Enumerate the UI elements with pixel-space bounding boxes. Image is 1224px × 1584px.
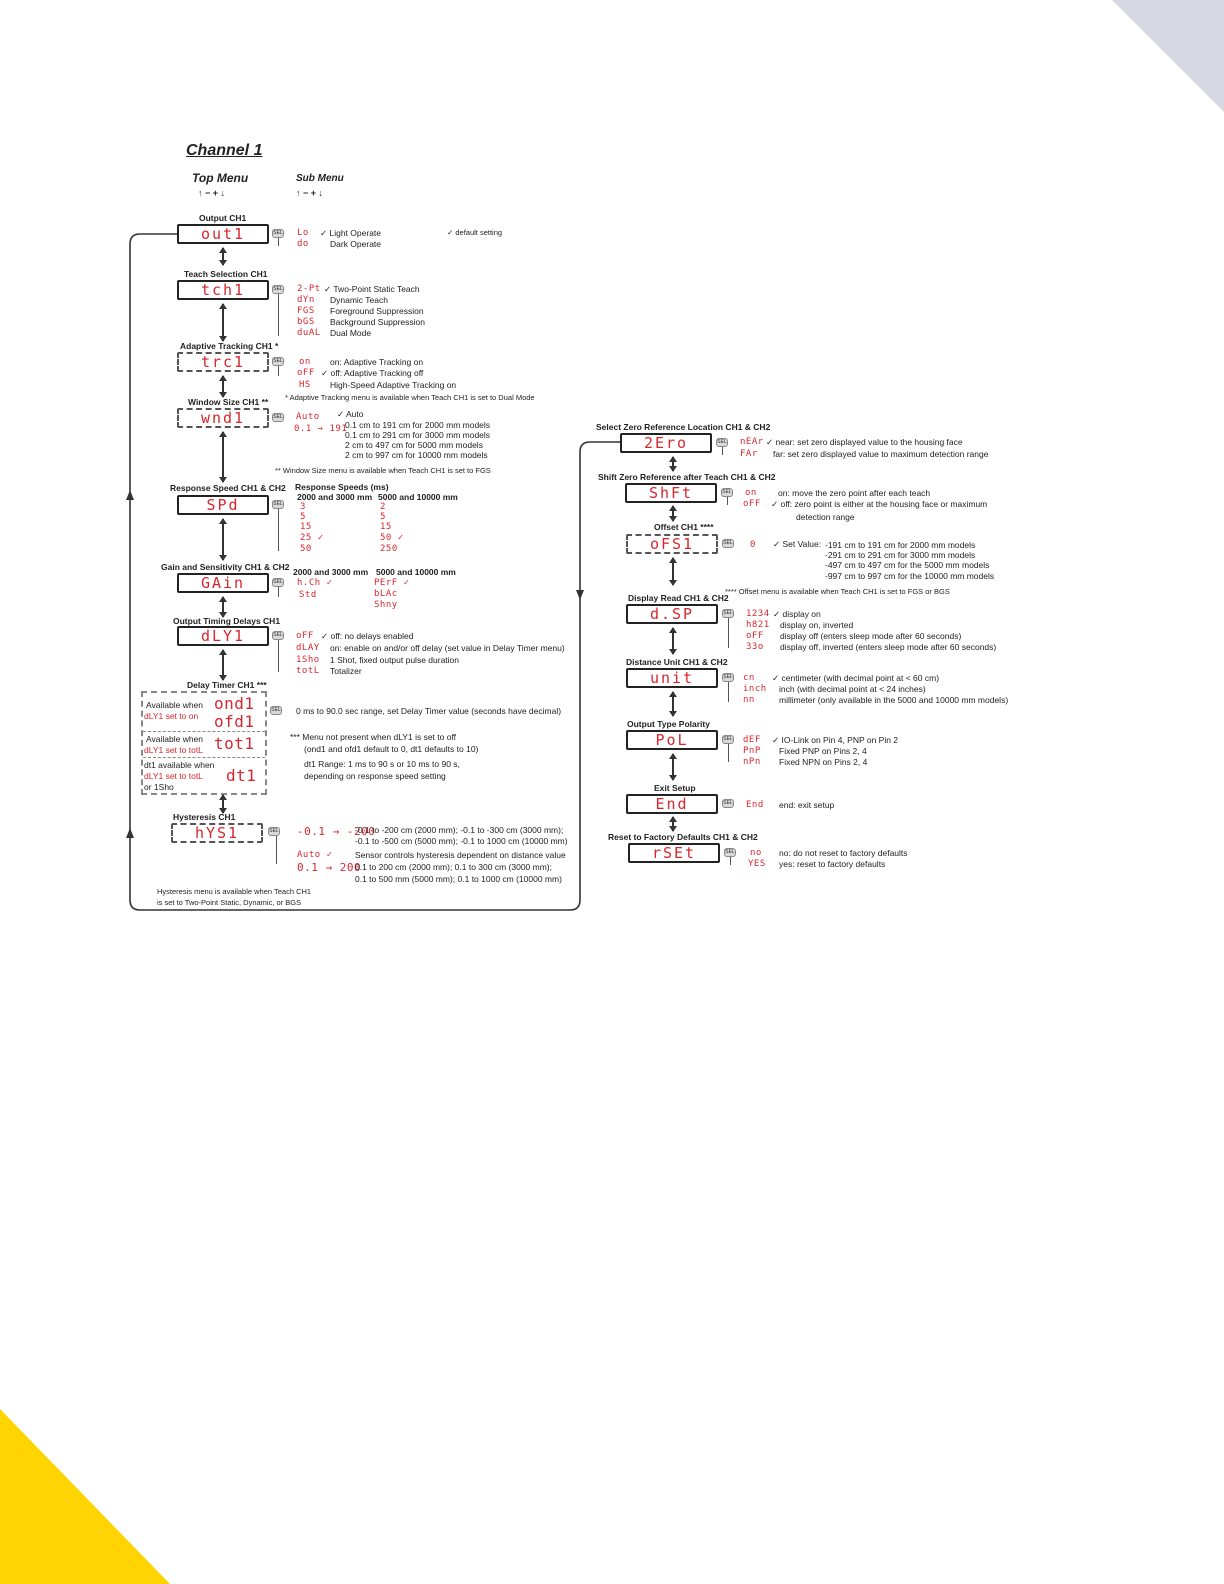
unit-opt-cm-code: cn [743, 673, 755, 683]
unit-opt-inch-label: inch (with decimal point at < 24 inches) [779, 684, 926, 694]
delay-note4: depending on response speed setting [304, 771, 446, 781]
gain-display: GAin [177, 573, 269, 593]
delay-tot1-display: tot1 [214, 734, 255, 753]
speed-c1-v2: 5 [300, 512, 306, 522]
delay-note3: dt1 Range: 1 ms to 90 s or 10 ms to 90 s, [304, 759, 460, 769]
teach-opt-2pt-code: 2-Pt [297, 284, 321, 294]
timing-opt-1shot-code: 1Sho [296, 655, 320, 665]
polarity-title: Output Type Polarity [627, 719, 710, 729]
shift-opt-off-label: ✓ off: zero point is either at the housing face or maximum [771, 499, 988, 509]
offset-range-2000: -191 cm to 191 cm for 2000 mm models [825, 540, 976, 550]
speed-c2-v1: 2 [380, 502, 386, 512]
hyst-opt3-label-a: 0.1 to 200 cm (2000 mm); 0.1 to 300 cm (3000 mm); [355, 862, 552, 872]
output-option-do-code: do [297, 239, 309, 249]
nav-arrow [672, 817, 674, 831]
window-range-10000: 2 cm to 997 cm for 10000 mm models [345, 450, 488, 460]
window-range-5000: 2 cm to 497 cm for 5000 mm models [345, 440, 483, 450]
select-button-icon: SEL [273, 230, 283, 236]
speed-c2-v3: 15 [380, 522, 392, 532]
polarity-opt-def-label: ✓ IO-Link on Pin 4, PNP on Pin 2 [772, 735, 899, 745]
reset-display: rSEt [628, 843, 720, 863]
select-button-icon: SEL [269, 828, 279, 834]
offset-code: 0 [750, 540, 756, 550]
select-button-icon: SEL [717, 439, 727, 445]
sub-menu-heading: Sub Menu [296, 173, 344, 184]
gain-c2-v3: Shny [374, 600, 398, 610]
polarity-opt-npn-label: Fixed NPN on Pins 2, 4 [779, 757, 868, 767]
exit-display: End [626, 794, 718, 814]
window-ch1-display: wnd1 [177, 408, 269, 428]
speed-c2-v5: 250 [380, 544, 398, 554]
top-menu-nav-icons: ↑ − + ↓ [198, 188, 226, 198]
hyst-note1: Hysteresis menu is available when Teach CH1 [157, 887, 312, 896]
select-button-icon: SEL [723, 736, 733, 742]
window-opt-auto-label: ✓ Auto [337, 409, 364, 419]
offset-display: oFS1 [626, 534, 718, 554]
timing-title: Output Timing Delays CH1 [173, 616, 281, 626]
gain-col2-header: 5000 and 10000 mm [376, 567, 456, 577]
delay-avail3: dt1 available when [144, 760, 215, 770]
hyst-display: hYS1 [171, 823, 263, 843]
output-option-lo-label: ✓ Light Operate [320, 228, 381, 238]
gain-title: Gain and Sensitivity CH1 & CH2 [161, 562, 290, 572]
offset-range-5000: -497 cm to 497 cm for the 5000 mm models [825, 560, 990, 570]
teach-opt-dyn-code: dYn [297, 295, 315, 305]
speed-c2-v4: 50 ✓ [380, 533, 404, 543]
delay-note2: (ond1 and ofd1 default to 0, dt1 defaults to 10) [304, 744, 479, 754]
nav-arrow [672, 457, 674, 471]
reset-title: Reset to Factory Defaults CH1 & CH2 [608, 832, 758, 842]
nav-arrow [222, 650, 224, 680]
teach-opt-dyn-label: Dynamic Teach [330, 295, 388, 305]
delay-range: 0 ms to 90.0 sec range, set Delay Timer value (seconds have decimal) [296, 706, 562, 716]
nav-arrow [222, 519, 224, 560]
speed-c2-v2: 5 [380, 512, 386, 522]
polarity-opt-def-code: dEF [743, 735, 761, 745]
timing-opt-delay-code: dLAY [296, 643, 320, 653]
teach-opt-fgs-code: FGS [297, 306, 315, 316]
display-opt1-code: 1234 [746, 609, 770, 619]
hyst-opt1-label-a: -0.1 to -200 cm (2000 mm); -0.1 to -300 cm (3000 mm); [355, 825, 564, 835]
window-opt-auto-code: Auto [296, 412, 320, 422]
window-opt-range-label: 0.1 cm to 191 cm for 2000 mm models [345, 420, 491, 430]
teach-ch1-display: tch1 [177, 280, 269, 300]
select-button-icon: SEL [273, 286, 283, 292]
select-button-icon: SEL [723, 610, 733, 616]
offset-title: Offset CH1 **** [654, 522, 714, 532]
select-button-icon: SEL [271, 707, 281, 713]
gain-c1-v2: Std [299, 590, 317, 600]
output-ch1-title: Output CH1 [199, 213, 247, 223]
teach-opt-dual-label: Dual Mode [330, 328, 372, 338]
select-button-icon: SEL [723, 674, 733, 680]
display-opt3-code: oFF [746, 631, 764, 641]
adaptive-opt-on-code: on [299, 357, 311, 367]
adaptive-opt-hs-code: HS [299, 380, 311, 390]
adaptive-opt-hs-label: High-Speed Adaptive Tracking on [330, 380, 457, 390]
hyst-opt1-code: -0.1 → -200 [297, 825, 376, 838]
polarity-opt-pnp-label: Fixed PNP on Pins 2, 4 [779, 746, 867, 756]
adaptive-opt-on-label: on: Adaptive Tracking on [330, 357, 424, 367]
nav-arrow [222, 376, 224, 397]
timing-opt-1shot-label: 1 Shot, fixed output pulse duration [330, 655, 460, 665]
delay-note1: *** Menu not present when dLY1 is set to off [290, 732, 457, 742]
output-option-lo-code: Lo [297, 228, 309, 238]
polarity-display: PoL [626, 730, 718, 750]
window-ch1-title: Window Size CH1 ** [188, 397, 269, 407]
offset-range-10000: -997 cm to 997 cm for the 10000 mm models [825, 571, 995, 581]
offset-note: **** Offset menu is available when Teach CH1 is set to FGS or BGS [725, 587, 950, 596]
teach-opt-dual-code: duAL [297, 328, 321, 338]
zero-title: Select Zero Reference Location CH1 & CH2 [596, 422, 771, 432]
shift-cont: detection range [796, 512, 855, 522]
display-opt4-code: 33o [746, 642, 764, 652]
hyst-opt3-label-b: 0.1 to 500 mm (5000 mm); 0.1 to 1000 cm (10000 mm) [355, 874, 562, 884]
polarity-opt-pnp-code: PnP [743, 746, 761, 756]
hyst-opt3-code: 0.1 → 200 [297, 861, 362, 874]
display-opt3-label: display off (enters sleep mode after 60 seconds) [780, 631, 962, 641]
gain-c2-v1: PErF ✓ [374, 578, 410, 588]
polarity-opt-npn-code: nPn [743, 757, 761, 767]
exit-title: Exit Setup [654, 783, 696, 793]
window-opt-range-code: 0.1 → 191 [294, 424, 348, 434]
display-opt4-label: display off, inverted (enters sleep mode after 60 seconds) [780, 642, 997, 652]
teach-opt-fgs-label: Foreground Suppression [330, 306, 424, 316]
hyst-opt2-code: Auto ✓ [297, 850, 333, 860]
teach-opt-2pt-label: ✓ Two-Point Static Teach [324, 284, 420, 294]
reset-opt-yes-label: yes: reset to factory defaults [779, 859, 886, 869]
teach-opt-bgs-code: bGS [297, 317, 315, 327]
timing-opt-delay-label: on: enable on and/or off delay (set value in Delay Timer menu) [330, 643, 565, 653]
shift-display: ShFt [625, 483, 717, 503]
nav-arrow [222, 304, 224, 341]
sub-menu-nav-icons: ↑ − + ↓ [296, 188, 324, 198]
offset-range-3000: -291 cm to 291 cm for 3000 mm models [825, 550, 976, 560]
unit-opt-inch-code: inch [743, 684, 767, 694]
reset-opt-no-code: no [750, 848, 762, 858]
reset-opt-yes-code: YES [748, 859, 766, 869]
exit-code: End [746, 800, 764, 810]
zero-opt-far-code: FAr [740, 449, 758, 459]
speed-display: SPd [177, 495, 269, 515]
delay-ofd1-display: ofd1 [214, 712, 255, 731]
timing-opt-off-label: ✓ off: no delays enabled [321, 631, 414, 641]
nav-arrow [672, 692, 674, 716]
speed-title: Response Speed CH1 & CH2 [170, 483, 286, 493]
delay-dt1-display: dt1 [226, 766, 257, 785]
speed-col2-header: 5000 and 10000 mm [378, 492, 458, 502]
teach-ch1-title: Teach Selection CH1 [184, 269, 268, 279]
delay-avail2b: dLY1 set to totL [144, 745, 203, 755]
nav-arrow [672, 754, 674, 780]
shift-opt-on-label: on: move the zero point after each teach [778, 488, 931, 498]
shift-title: Shift Zero Reference after Teach CH1 & CH2 [598, 472, 776, 482]
select-button-icon: SEL [273, 358, 283, 364]
adaptive-opt-off-code: oFF [297, 368, 315, 378]
hyst-title: Hysteresis CH1 [173, 812, 236, 822]
window-range-3000: 0.1 cm to 291 cm for 3000 mm models [345, 430, 491, 440]
speed-c1-v4: 25 ✓ [300, 533, 324, 543]
zero-opt-far-label: far: set zero displayed value to maximum detection range [773, 449, 989, 459]
output-ch1-display: out1 [177, 224, 269, 244]
teach-opt-bgs-label: Background Suppression [330, 317, 425, 327]
timing-display: dLY1 [177, 626, 269, 646]
adaptive-note: * Adaptive Tracking menu is available when Teach CH1 is set to Dual Mode [285, 393, 535, 402]
nav-arrow [222, 248, 224, 265]
offset-label: ✓ Set Value: [773, 539, 822, 549]
unit-opt-mm-code: nn [743, 695, 755, 705]
select-button-icon: SEL [722, 489, 732, 495]
gain-c1-v1: h.Ch ✓ [297, 578, 333, 588]
speed-header: Response Speeds (ms) [295, 482, 389, 492]
exit-label: end: exit setup [779, 800, 835, 810]
window-note: ** Window Size menu is available when Teach CH1 is set to FGS [275, 466, 491, 475]
unit-opt-mm-label: millimeter (only available in the 5000 and 10000 mm models) [779, 695, 1009, 705]
hyst-note2: is set to Two-Point Static, Dynamic, or BGS [157, 898, 302, 907]
adaptive-ch1-title: Adaptive Tracking CH1 * [180, 341, 279, 351]
select-button-icon: SEL [723, 800, 733, 806]
speed-c1-v1: 3 [300, 502, 306, 512]
delay-avail2: Available when [146, 734, 204, 744]
speed-c1-v5: 50 [300, 544, 312, 554]
nav-arrow [672, 628, 674, 654]
timing-opt-tot-label: Totalizer [330, 666, 362, 676]
shift-opt-off-code: oFF [743, 499, 761, 509]
delay-avail3b: dLY1 set to totL [144, 771, 203, 781]
shift-opt-on-code: on [745, 488, 757, 498]
select-button-icon: SEL [273, 501, 283, 507]
delay-title: Delay Timer CH1 *** [187, 680, 267, 690]
nav-arrow [222, 597, 224, 617]
select-button-icon: SEL [273, 414, 283, 420]
display-display: d.SP [626, 604, 718, 624]
unit-opt-cm-label: ✓ centimeter (with decimal point at < 60 cm) [772, 673, 940, 683]
gain-c2-v2: bLAc [374, 589, 398, 599]
delay-avail1b: dLY1 set to on [144, 711, 199, 721]
adaptive-opt-off-label: ✓ off: Adaptive Tracking off [321, 368, 424, 378]
output-option-do-label: Dark Operate [330, 239, 382, 249]
channel-title: Channel 1 [186, 142, 263, 159]
delay-ond1-display: ond1 [214, 694, 255, 713]
select-button-icon: SEL [273, 632, 283, 638]
zero-display: 2Ero [620, 433, 712, 453]
display-opt2-label: display on, inverted [780, 620, 854, 630]
timing-opt-tot-code: totL [296, 666, 320, 676]
unit-title: Distance Unit CH1 & CH2 [626, 657, 728, 667]
default-setting-legend: ✓ default setting [447, 228, 503, 237]
display-title: Display Read CH1 & CH2 [628, 593, 729, 603]
gain-col1-header: 2000 and 3000 mm [293, 567, 369, 577]
delay-avail3c: or 1Sho [144, 782, 174, 792]
select-button-icon: SEL [723, 540, 733, 546]
speed-col1-header: 2000 and 3000 mm [297, 492, 373, 502]
zero-opt-near-code: nEAr [740, 437, 764, 447]
top-menu-heading: Top Menu [192, 171, 249, 185]
hyst-opt2-label: Sensor controls hysteresis dependent on distance value [355, 850, 566, 860]
adaptive-ch1-display: trc1 [177, 352, 269, 372]
speed-c1-v3: 15 [300, 522, 312, 532]
delay-avail1: Available when [146, 700, 204, 710]
nav-arrow [672, 558, 674, 585]
nav-arrow [222, 432, 224, 482]
zero-opt-near-label: ✓ near: set zero displayed value to the housing face [766, 437, 963, 447]
reset-opt-no-label: no: do not reset to factory defaults [779, 848, 908, 858]
timing-opt-off-code: oFF [296, 631, 314, 641]
display-opt1-label: ✓ display on [773, 609, 821, 619]
hyst-opt1-label-b: -0.1 to -500 cm (5000 mm); -0.1 to 1000 cm (10000 mm) [355, 836, 568, 846]
select-button-icon: SEL [273, 579, 283, 585]
unit-display: unit [626, 668, 718, 688]
display-opt2-code: h821 [746, 620, 770, 630]
nav-arrow [672, 506, 674, 521]
nav-arrow [222, 795, 224, 813]
select-button-icon: SEL [725, 849, 735, 855]
